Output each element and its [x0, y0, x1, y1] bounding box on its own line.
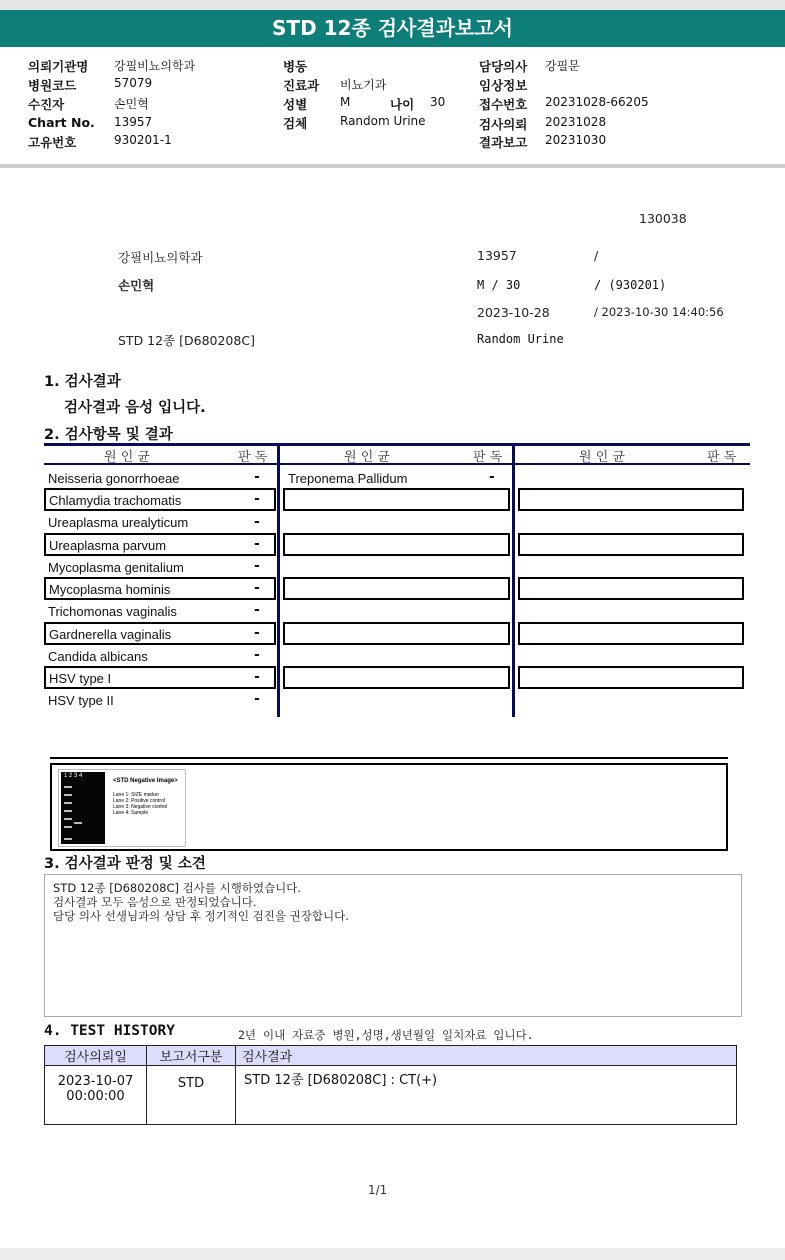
value-hospital-code: 57079	[114, 76, 153, 90]
patient-code: 130038	[639, 211, 687, 226]
history-col-type: 보고서구분	[147, 1046, 236, 1066]
gel-band	[64, 786, 72, 788]
value-test-request: 20231028	[545, 115, 607, 129]
label-result-report: 결과보고	[479, 135, 528, 150]
col1-row-7-result: -	[254, 602, 260, 618]
section3-heading: 3. 검사결과 판정 및 소견	[44, 856, 206, 872]
patient-name: 손민혁	[118, 278, 155, 293]
label-requesting-institution: 의뢰기관명	[28, 59, 89, 74]
label-clinical-info: 임상정보	[479, 78, 528, 93]
col2-row-6-box	[283, 577, 510, 600]
col2-judgment-header: 판 독	[473, 450, 503, 465]
section2-heading: 2. 검사항목 및 결과	[44, 427, 173, 443]
col3-judgment-header: 판 독	[707, 450, 737, 465]
gel-lane4: Lane 4: Sample	[113, 810, 149, 816]
page-number: 1/1	[368, 1183, 388, 1197]
image-top-rule	[50, 757, 728, 759]
gel-lane2: Lane 2: Positive control	[113, 798, 165, 804]
value-receipt-no: 20231028-66205	[545, 95, 649, 109]
gel-image-box	[50, 763, 728, 851]
label-receipt-no: 접수번호	[479, 97, 528, 112]
col1-row-5-name: Mycoplasma genitalium	[48, 560, 184, 575]
col2-row-2-box	[283, 488, 510, 511]
gel-band	[64, 826, 72, 828]
gel-band	[64, 838, 72, 840]
gel-band	[64, 810, 72, 812]
section1-heading: 1. 검사결과	[44, 374, 121, 390]
bottom-strip	[0, 1248, 785, 1260]
col2-row-4-box	[283, 533, 510, 556]
col1-row-2-name: Chlamydia trachomatis	[49, 493, 182, 508]
header-divider	[0, 164, 785, 168]
patient-slash: /	[594, 248, 599, 263]
col3-row-10-box	[518, 666, 744, 689]
value-patient: 손민혁	[114, 97, 149, 111]
section4-note: 2년 이내 자료중 병원,성명,생년월일 일치자료 입니다.	[238, 1028, 534, 1042]
label-ward: 병동	[283, 59, 308, 74]
gel-band	[74, 822, 82, 824]
col2-pathogen-header: 원 인 균	[344, 450, 390, 465]
col1-row-10-name: HSV type I	[49, 671, 112, 686]
opinion-line-3: 담당 의사 선생님과의 상담 후 정기적인 검진을 권장합니다.	[53, 909, 349, 923]
section1-summary: 검사결과 음성 입니다.	[64, 400, 206, 416]
label-hospital-code: 병원코드	[28, 78, 77, 93]
col1-row-5-result: -	[254, 558, 260, 574]
col3-row-6-box	[518, 577, 744, 600]
label-age: 나이	[390, 97, 415, 112]
value-requesting-institution: 강필비뇨의학과	[114, 59, 196, 73]
gel-lane1: Lane 1: SIZE marker	[113, 792, 160, 798]
col2-row-1-result: -	[489, 469, 495, 485]
patient-specimen: Random Urine	[477, 332, 564, 346]
col1-row-1-name: Neisseria gonorrhoeae	[48, 471, 180, 486]
gel-band	[64, 794, 72, 796]
col1-row-4-name: Ureaplasma parvum	[49, 538, 167, 553]
patient-sex-age: M / 30	[477, 278, 521, 292]
patient-report-datetime: / 2023-10-30 14:40:56	[594, 305, 724, 319]
value-doctor: 강필문	[545, 59, 580, 73]
label-sex: 성별	[283, 97, 308, 112]
col1-row-10-result: -	[254, 669, 260, 685]
col1-judgment-header: 판 독	[238, 450, 268, 465]
gel-band	[64, 818, 72, 820]
patient-chart-no: 13957	[477, 248, 517, 263]
gel-image	[58, 769, 186, 847]
col1-row-8-name: Gardnerella vaginalis	[49, 627, 172, 642]
patient-hospital: 강필비뇨의학과	[118, 250, 203, 265]
patient-test-name: STD 12종 [D680208C]	[118, 333, 255, 348]
col1-row-2-result: -	[254, 491, 260, 507]
col1-row-8-result: -	[254, 625, 260, 641]
history-time: 00:00:00	[66, 1089, 125, 1104]
col1-row-11-result: -	[254, 691, 260, 707]
col1-row-6-name: Mycoplasma hominis	[49, 582, 171, 597]
label-department: 진료과	[283, 78, 320, 93]
history-table	[44, 1045, 737, 1125]
value-chart-no: 13957	[114, 115, 153, 129]
col2-row-1-name: Treponema Pallidum	[288, 471, 408, 486]
label-specimen: 검체	[283, 116, 308, 131]
label-unique-no: 고유번호	[28, 135, 77, 150]
label-doctor: 담당의사	[479, 59, 528, 74]
col1-row-3-name: Ureaplasma urealyticum	[48, 515, 189, 530]
patient-request-date: 2023-10-28	[477, 305, 550, 320]
report-title: STD 12종 검사결과보고서	[272, 16, 513, 40]
col2-row-8-box	[283, 622, 510, 645]
history-date-cell	[45, 1066, 147, 1125]
value-age: 30	[430, 95, 446, 109]
table-row	[45, 1066, 737, 1125]
col1-row-1-result: -	[254, 469, 260, 485]
label-patient: 수진자	[28, 97, 65, 112]
opinion-line-1: STD 12종 [D680208C] 검사를 시행하였습니다.	[53, 881, 302, 895]
label-chart-no: Chart No.	[28, 115, 95, 130]
col1-pathogen-header: 원 인 균	[104, 450, 150, 465]
column-divider-2	[512, 443, 515, 717]
gel-lane-numbers: 1 2 3 4	[64, 773, 83, 779]
patient-birth: / (930201)	[594, 278, 667, 292]
col3-pathogen-header: 원 인 균	[579, 450, 625, 465]
history-col-result: 검사결과	[236, 1046, 737, 1066]
col1-row-4-result: -	[254, 536, 260, 552]
col3-row-4-box	[518, 533, 744, 556]
col1-row-11-name: HSV type II	[48, 693, 114, 708]
col1-row-9-name: Candida albicans	[48, 649, 148, 664]
title-bar	[0, 10, 785, 47]
column-divider-1	[277, 443, 280, 717]
col1-row-9-result: -	[254, 647, 260, 663]
label-test-request: 검사의뢰	[479, 117, 528, 132]
value-sex: M	[340, 95, 351, 109]
gel-lanes-panel	[61, 772, 105, 844]
gel-lane3: Lane 3: Negative control	[113, 804, 168, 810]
value-result-report: 20231030	[545, 133, 607, 147]
opinion-line-2: 검사결과 모두 음성으로 판정되었습니다.	[53, 895, 257, 909]
opinion-box	[44, 874, 742, 1017]
history-result: STD 12종 [D680208C] : CT(+)	[236, 1066, 737, 1125]
top-strip	[0, 0, 785, 10]
gel-band	[64, 802, 72, 804]
value-department: 비뇨기과	[340, 78, 387, 92]
history-type: STD	[147, 1066, 236, 1125]
col1-row-3-result: -	[254, 514, 260, 530]
col3-row-8-box	[518, 622, 744, 645]
col2-row-10-box	[283, 666, 510, 689]
history-date: 2023-10-07	[57, 1074, 134, 1089]
history-col-date: 검사의뢰일	[45, 1046, 147, 1066]
value-specimen: Random Urine	[340, 114, 426, 128]
col1-row-7-name: Trichomonas vaginalis	[48, 604, 177, 619]
section4-heading: 4. TEST HISTORY	[44, 1023, 175, 1039]
col3-row-2-box	[518, 488, 744, 511]
gel-title: <STD Negative Image>	[113, 778, 178, 784]
value-unique-no: 930201-1	[114, 133, 172, 147]
col1-row-6-result: -	[254, 580, 260, 596]
